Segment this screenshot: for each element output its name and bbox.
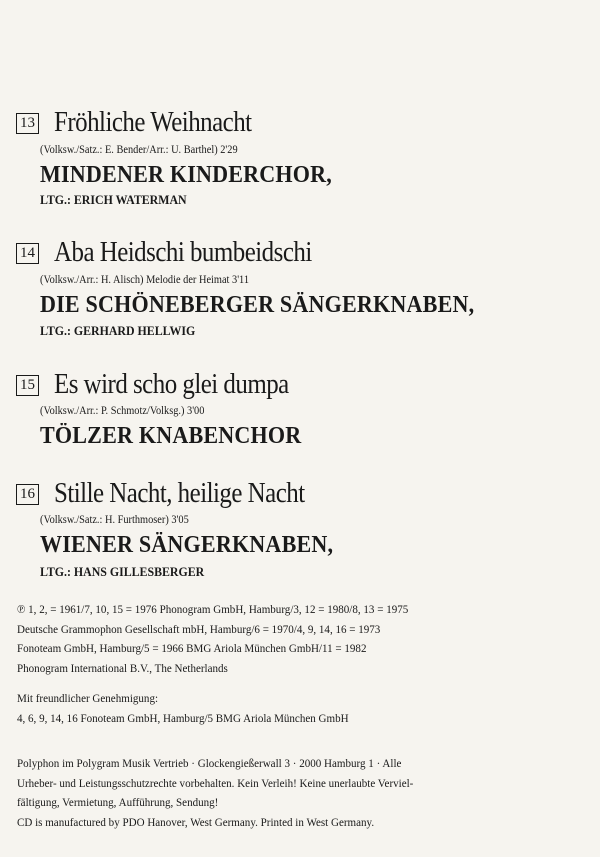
- conductor-name: LTG.: ERICH WATERMAN: [40, 193, 187, 207]
- choir-name: TÖLZER KNABENCHOR: [40, 423, 302, 449]
- track-header: [16, 368, 586, 400]
- conductor-name: LTG.: GERHARD HELLWIG: [40, 324, 196, 338]
- track-credit: (Volksw./Arr.: H. Alisch) Melodie der Heimat 3'11: [40, 274, 250, 286]
- track-title: Stille Nacht, heilige Nacht: [54, 476, 305, 509]
- choir-name: MINDENER KINDERCHOR,: [40, 162, 332, 188]
- legal-line: CD is manufactured by PDO Hanover, West Germany. Printed in West Germany.: [17, 814, 375, 829]
- conductor-name: LTG.: HANS GILLESBERGER: [40, 565, 205, 579]
- permission-line: Mit freundlicher Genehmigung:: [17, 691, 159, 705]
- track-15: [16, 368, 586, 400]
- choir-name: DIE SCHÖNEBERGER SÄNGERKNABEN,: [40, 292, 475, 318]
- track-number: 13: [16, 113, 39, 134]
- track-credit: (Volksw./Satz.: H. Furthmoser) 3'05: [40, 514, 189, 526]
- permission-block: [17, 689, 349, 728]
- copyright-line: Fonoteam GmbH, Hamburg/5 = 1966 BMG Ariola München GmbH/11 = 1982: [17, 641, 367, 655]
- choir-name: WIENER SÄNGERKNABEN,: [40, 532, 334, 558]
- track-14: [16, 236, 586, 268]
- track-header: [16, 106, 586, 138]
- track-title: Aba Heidschi bumbeidschi: [54, 235, 312, 268]
- copyright-line: ℗ 1, 2, = 1961/7, 10, 15 = 1976 Phonogram GmbH, Hamburg/3, 12 = 1980/8, 13 = 1975: [17, 602, 409, 616]
- track-credit: (Volksw./Arr.: P. Schmotz/Volksg.) 3'00: [40, 405, 205, 417]
- copyright-line: Deutsche Grammophon Gesellschaft mbH, Hamburg/6 = 1970/4, 9, 14, 16 = 1973: [17, 621, 381, 636]
- track-title: Es wird scho glei dumpa: [54, 367, 289, 400]
- copyright-block: [17, 600, 408, 678]
- copyright-line: Phonogram International B.V., The Netherlands: [17, 660, 228, 675]
- legal-line: Urheber- und Leistungsschutzrechte vorbehalten. Kein Verleih! Keine unerlaubte Verviel-: [17, 775, 414, 790]
- legal-block: [17, 754, 413, 832]
- track-number: 16: [16, 484, 39, 505]
- track-13: [16, 106, 586, 138]
- permission-line: 4, 6, 9, 14, 16 Fonoteam GmbH, Hamburg/5 BMG Ariola München GmbH: [17, 710, 349, 725]
- track-credit: (Volksw./Satz.: E. Bender/Arr.: U. Barthel) 2'29: [40, 144, 238, 156]
- track-title: Fröhliche Weihnacht: [54, 105, 252, 138]
- track-header: [16, 236, 586, 268]
- legal-line: fältigung, Vermietung, Aufführung, Sendung!: [17, 795, 219, 809]
- track-number: 15: [16, 375, 39, 396]
- track-number: 14: [16, 243, 39, 264]
- track-16: [16, 477, 586, 509]
- legal-line: Polyphon im Polygram Musik Vertrieb · Glockengießerwall 3 · 2000 Hamburg 1 · Alle: [17, 756, 402, 770]
- track-header: [16, 477, 586, 509]
